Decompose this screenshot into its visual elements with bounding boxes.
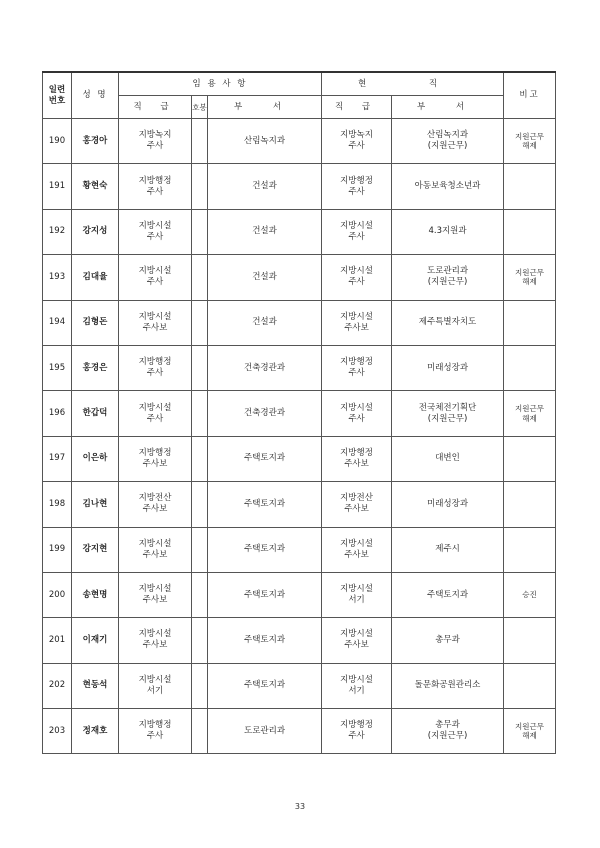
department-cell: 건축경관과: [208, 345, 322, 390]
current-department-cell: 총무과 (지원근무): [392, 709, 504, 754]
pay-step-cell: [192, 345, 208, 390]
remarks-cell: [504, 345, 556, 390]
serial-no-cell: 191: [43, 164, 72, 209]
current-department-cell: 4.3지원과: [392, 209, 504, 254]
current-department-cell: 대변인: [392, 436, 504, 481]
grade-cell: 지방시설 주사보: [119, 527, 192, 572]
pay-step-cell: [192, 209, 208, 254]
serial-no-cell: 195: [43, 345, 72, 390]
name-cell: 정재호: [72, 709, 119, 754]
pay-step-cell: [192, 709, 208, 754]
table-row: [43, 482, 556, 527]
name-cell: 홍경은: [72, 345, 119, 390]
current-department-cell: 전국체전기획단 (지원근무): [392, 391, 504, 436]
department-cell: 건설과: [208, 255, 322, 300]
grade-cell: 지방시설 주사보: [119, 300, 192, 345]
grade-cell: 지방행정 주사: [119, 164, 192, 209]
table-row: [43, 391, 556, 436]
current-grade-cell: 지방행정 주사: [322, 709, 392, 754]
remarks-cell: [504, 209, 556, 254]
department-cell: 건설과: [208, 209, 322, 254]
current-grade-cell: 지방전산 주사보: [322, 482, 392, 527]
current-department-cell: 총무과: [392, 618, 504, 663]
department-cell: 산림녹지과: [208, 119, 322, 164]
name-cell: 송현명: [72, 572, 119, 617]
current-grade-cell: 지방시설 주사보: [322, 527, 392, 572]
name-cell: 현동석: [72, 663, 119, 708]
current-grade-cell: 지방시설 서기: [322, 663, 392, 708]
name-cell: 홍경아: [72, 119, 119, 164]
remarks-cell: 승진: [504, 572, 556, 617]
grade-header: 직 급: [119, 96, 192, 119]
serial-no-cell: 202: [43, 663, 72, 708]
current-grade-cell: 지방녹지 주사: [322, 119, 392, 164]
pay-step-header: 호봉: [192, 96, 208, 119]
name-cell: 김대율: [72, 255, 119, 300]
remarks-cell: [504, 482, 556, 527]
department-cell: 주택토지과: [208, 527, 322, 572]
grade-cell: 지방전산 주사보: [119, 482, 192, 527]
current-grade-cell: 지방시설 주사보: [322, 300, 392, 345]
department-cell: 도로관리과: [208, 709, 322, 754]
department-cell: 주택토지과: [208, 436, 322, 481]
page-number: 33: [294, 802, 306, 811]
table-row: [43, 618, 556, 663]
name-cell: 강지성: [72, 209, 119, 254]
grade-cell: 지방시설 주사보: [119, 572, 192, 617]
current-grade-cell: 지방시설 주사: [322, 255, 392, 300]
department-cell: 주택토지과: [208, 482, 322, 527]
serial-no-cell: 203: [43, 709, 72, 754]
pay-step-cell: [192, 572, 208, 617]
name-cell: 김나현: [72, 482, 119, 527]
grade-cell: 지방시설 주사보: [119, 618, 192, 663]
table-row: [43, 572, 556, 617]
current-department-cell: 돌문화공원관리소: [392, 663, 504, 708]
grade-cell: 지방행정 주사보: [119, 436, 192, 481]
name-cell: 황현숙: [72, 164, 119, 209]
grade-cell: 지방시설 주사: [119, 209, 192, 254]
pay-step-cell: [192, 119, 208, 164]
current-grade-cell: 지방시설 서기: [322, 572, 392, 617]
department-cell: 주택토지과: [208, 618, 322, 663]
current-grade-header: 직 급: [322, 96, 392, 119]
serial-no-cell: 198: [43, 482, 72, 527]
serial-no-cell: 196: [43, 391, 72, 436]
pay-step-cell: [192, 527, 208, 572]
remarks-cell: [504, 300, 556, 345]
remarks-cell: 지원근무 해제: [504, 709, 556, 754]
serial-no-cell: 193: [43, 255, 72, 300]
appointment-group-header: 임 용 사 항: [119, 72, 322, 96]
current-grade-cell: 지방시설 주사: [322, 391, 392, 436]
remarks-header: 비고: [504, 72, 556, 119]
table-row: [43, 345, 556, 390]
table-row: [43, 119, 556, 164]
current-department-cell: 주택토지과: [392, 572, 504, 617]
current-department-cell: 산림녹지과 (지원근무): [392, 119, 504, 164]
pay-step-cell: [192, 482, 208, 527]
current-grade-cell: 지방시설 주사: [322, 209, 392, 254]
serial-no-cell: 192: [43, 209, 72, 254]
serial-no-cell: 200: [43, 572, 72, 617]
table-header: [43, 72, 556, 119]
name-cell: 이재기: [72, 618, 119, 663]
department-cell: 건축경관과: [208, 391, 322, 436]
current-grade-cell: 지방행정 주사: [322, 345, 392, 390]
grade-cell: 지방시설 서기: [119, 663, 192, 708]
current-department-cell: 미래성장과: [392, 482, 504, 527]
serial-no-cell: 201: [43, 618, 72, 663]
table-row: [43, 663, 556, 708]
current-grade-cell: 지방행정 주사보: [322, 436, 392, 481]
remarks-cell: [504, 527, 556, 572]
remarks-cell: [504, 436, 556, 481]
table-row: [43, 709, 556, 754]
remarks-cell: [504, 164, 556, 209]
pay-step-cell: [192, 391, 208, 436]
current-grade-cell: 지방시설 주사보: [322, 618, 392, 663]
current-department-cell: 미래성장과: [392, 345, 504, 390]
department-cell: 건설과: [208, 164, 322, 209]
remarks-cell: 지원근무 해제: [504, 119, 556, 164]
remarks-cell: 지원근무 해제: [504, 255, 556, 300]
table-row: [43, 164, 556, 209]
current-department-cell: 아동보육청소년과: [392, 164, 504, 209]
current-department-header: 부 서: [392, 96, 504, 119]
name-cell: 강지현: [72, 527, 119, 572]
grade-cell: 지방시설 주사: [119, 255, 192, 300]
table-row: [43, 436, 556, 481]
serial-no-cell: 194: [43, 300, 72, 345]
remarks-cell: 지원근무 해제: [504, 391, 556, 436]
current-grade-cell: 지방행정 주사: [322, 164, 392, 209]
personnel-table: [42, 71, 556, 754]
current-department-cell: 제주특별자치도: [392, 300, 504, 345]
pay-step-cell: [192, 663, 208, 708]
current-department-cell: 도로관리과 (지원근무): [392, 255, 504, 300]
department-cell: 주택토지과: [208, 572, 322, 617]
table-row: [43, 300, 556, 345]
remarks-cell: [504, 663, 556, 708]
current-department-cell: 제주시: [392, 527, 504, 572]
department-cell: 건설과: [208, 300, 322, 345]
name-cell: 이은하: [72, 436, 119, 481]
grade-cell: 지방녹지 주사: [119, 119, 192, 164]
pay-step-cell: [192, 436, 208, 481]
table-row: [43, 209, 556, 254]
pay-step-cell: [192, 618, 208, 663]
serial-no-cell: 190: [43, 119, 72, 164]
department-header: 부 서: [208, 96, 322, 119]
remarks-cell: [504, 618, 556, 663]
serial-no-cell: 199: [43, 527, 72, 572]
name-cell: 김형돈: [72, 300, 119, 345]
grade-cell: 지방행정 주사: [119, 345, 192, 390]
table-row: [43, 255, 556, 300]
serial-no-header: 일련 번호: [43, 72, 72, 119]
name-cell: 한갑덕: [72, 391, 119, 436]
pay-step-cell: [192, 300, 208, 345]
grade-cell: 지방시설 주사: [119, 391, 192, 436]
current-group-header: 현 직: [322, 72, 504, 96]
pay-step-cell: [192, 164, 208, 209]
table-row: [43, 527, 556, 572]
name-header: 성 명: [72, 72, 119, 119]
pay-step-cell: [192, 255, 208, 300]
grade-cell: 지방행정 주사: [119, 709, 192, 754]
department-cell: 주택토지과: [208, 663, 322, 708]
table-body: [43, 119, 556, 754]
serial-no-cell: 197: [43, 436, 72, 481]
